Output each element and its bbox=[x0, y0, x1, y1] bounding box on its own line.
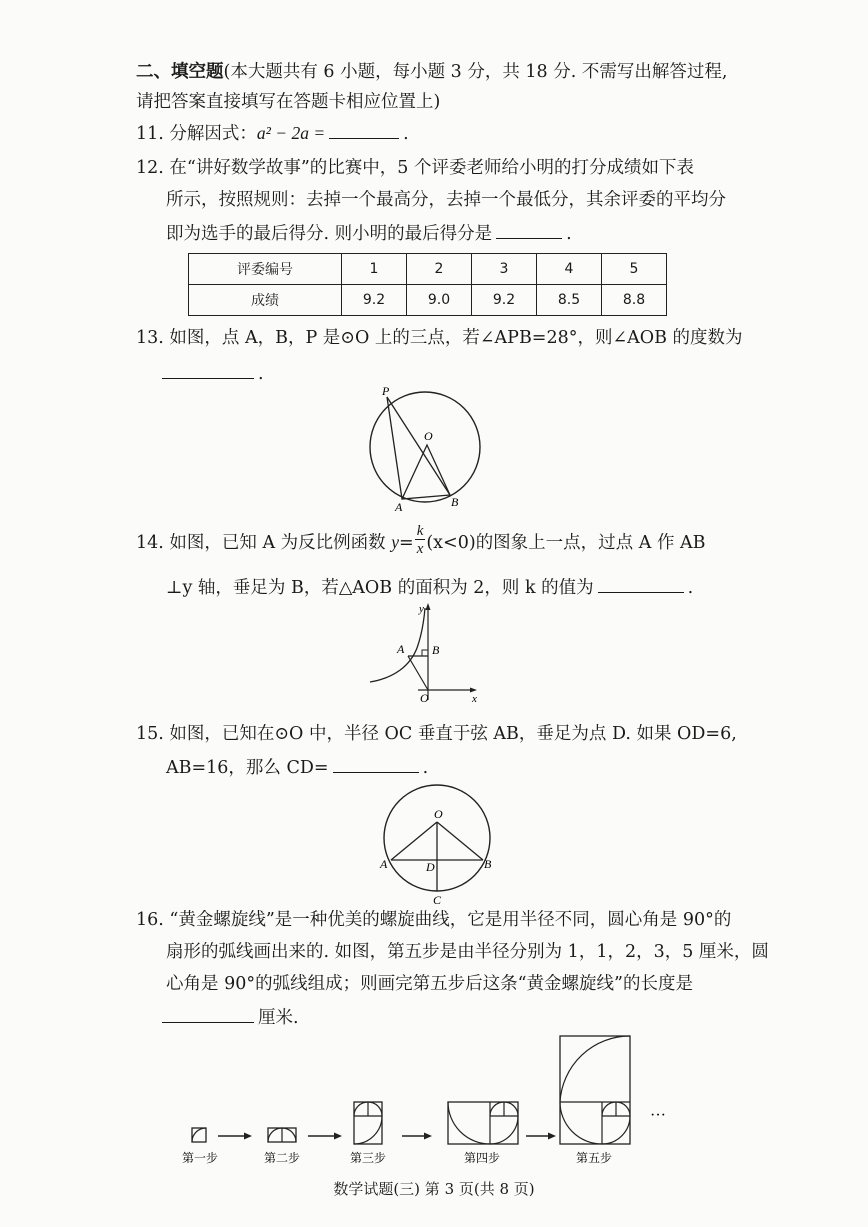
q13-circle-figure bbox=[360, 385, 490, 515]
q14-x-arrow bbox=[470, 688, 477, 693]
section-instructions-2: 请把答案直接填写在答题卡相应位置上) bbox=[136, 92, 441, 112]
q14-frac-numerator: k bbox=[416, 523, 424, 539]
q14-fraction bbox=[415, 522, 426, 557]
q14-y: y bbox=[391, 532, 400, 552]
score-cell: 8.8 bbox=[602, 285, 667, 316]
q14-frac-denominator: x bbox=[416, 541, 424, 557]
q14-prefix: 14. 如图，已知 A 为反比例函数 bbox=[136, 533, 392, 553]
q14-answer-blank[interactable] bbox=[598, 574, 684, 593]
q13-line-1: 13. 如图，点 A，B，P 是⊙O 上的三点，若∠APB=28°，则∠AOB 的度数为 bbox=[136, 328, 743, 348]
q13-radii bbox=[402, 445, 450, 499]
q16-line-3: 心角是 90°的弧线组成；则画完第五步后这条“黄金螺旋线”的长度是 bbox=[166, 974, 693, 994]
q12-end: . bbox=[566, 224, 572, 244]
q14-line-2 bbox=[166, 574, 693, 600]
q15-label-d: D bbox=[426, 860, 435, 874]
judge-cell: 3 bbox=[472, 254, 537, 285]
judge-cell: 1 bbox=[342, 254, 407, 285]
spiral-step-5 bbox=[560, 1036, 630, 1144]
q14-line-1 bbox=[136, 523, 706, 557]
table-row bbox=[189, 285, 667, 316]
q15-line-2-text: AB=16，那么 CD= bbox=[166, 758, 329, 778]
spiral-step-1 bbox=[192, 1128, 206, 1142]
q15-circle-figure bbox=[370, 778, 500, 908]
score-table bbox=[188, 253, 667, 316]
q14-label-y: y bbox=[419, 603, 424, 615]
q15-label-o: O bbox=[434, 807, 443, 821]
q13-label-b: B bbox=[451, 495, 459, 509]
q14-label-x: x bbox=[472, 693, 477, 705]
q16-ellipsis: ··· bbox=[650, 1107, 666, 1124]
q14-graph-figure bbox=[362, 600, 488, 708]
arrow-2 bbox=[308, 1133, 342, 1140]
q13-label-a: A bbox=[395, 500, 403, 514]
q14-label-b: B bbox=[432, 643, 440, 657]
q15-line-1: 15. 如图，已知在⊙O 中，半径 OC 垂直于弦 AB，垂足为点 D. 如果 OD=6, bbox=[136, 724, 737, 744]
q16-answer-blank[interactable] bbox=[162, 1004, 254, 1023]
judge-cell: 4 bbox=[537, 254, 602, 285]
q14-label-a: A bbox=[397, 642, 405, 656]
step-label: 第五步 bbox=[576, 1151, 613, 1165]
judge-cell: 5 bbox=[602, 254, 667, 285]
q16-line-4-end: 厘米. bbox=[258, 1008, 299, 1028]
q14-right-angle-mark bbox=[422, 650, 428, 656]
arrow-4 bbox=[526, 1133, 556, 1140]
q13-line-2 bbox=[162, 360, 264, 386]
spiral-step-2 bbox=[268, 1128, 296, 1142]
q14-y-arrow bbox=[426, 603, 431, 610]
q13-answer-blank[interactable] bbox=[162, 360, 254, 379]
row-header-judge: 评委编号 bbox=[189, 254, 342, 285]
step-label: 第三步 bbox=[350, 1151, 387, 1165]
q11-end: . bbox=[403, 124, 409, 144]
q16-spiral-figure bbox=[170, 1034, 690, 1168]
section-title: 二、填空题 bbox=[136, 62, 224, 82]
step-label: 第二步 bbox=[264, 1151, 301, 1165]
q14-condition: (x<0) bbox=[426, 533, 476, 553]
q13-label-p: P bbox=[382, 385, 390, 398]
spiral-step-3 bbox=[354, 1102, 382, 1144]
q14-line-2-text: ⊥y 轴，垂足为 B，若△AOB 的面积为 2，则 k 的值为 bbox=[166, 578, 594, 598]
arrow-3 bbox=[402, 1133, 432, 1140]
spiral-step-4 bbox=[448, 1102, 518, 1144]
score-cell: 9.0 bbox=[407, 285, 472, 316]
arrow-1 bbox=[218, 1133, 252, 1140]
q14-rest: 的图象上一点，过点 A 作 AB bbox=[475, 533, 706, 553]
q15-label-c: C bbox=[433, 893, 442, 907]
q15-line-2 bbox=[166, 754, 428, 780]
q12-line-2: 所示，按照规则：去掉一个最高分，去掉一个最低分，其余评委的平均分 bbox=[166, 190, 726, 210]
q13-circle bbox=[370, 392, 480, 502]
step-label: 第一步 bbox=[182, 1151, 219, 1165]
q16-line-4 bbox=[162, 1004, 299, 1030]
q14-label-o: O bbox=[420, 691, 429, 705]
question-11 bbox=[136, 120, 409, 146]
q13-end: . bbox=[258, 364, 264, 384]
section-instructions-1: (本大题共有 6 小题，每小题 3 分，共 18 分. 不需写出解答过程, bbox=[223, 62, 728, 82]
q12-line-3 bbox=[166, 220, 572, 246]
q14-eq: = bbox=[399, 533, 414, 553]
q11-answer-blank[interactable] bbox=[329, 120, 399, 139]
q12-line-3-text: 即为选手的最后得分. 则小明的最后得分是 bbox=[166, 224, 493, 244]
q15-label-b: B bbox=[484, 857, 492, 871]
page-footer: 数学试题(三) 第 3 页(共 8 页) bbox=[333, 1180, 535, 1198]
q12-answer-blank[interactable] bbox=[496, 220, 562, 239]
q13-chord-pb bbox=[387, 397, 450, 495]
q12-line-1: 12. 在“讲好数学故事”的比赛中，5 个评委老师给小明的打分成绩如下表 bbox=[136, 158, 694, 178]
q14-segment-ao bbox=[408, 656, 428, 690]
section-header bbox=[136, 60, 727, 84]
q15-end: . bbox=[422, 758, 429, 778]
score-cell: 8.5 bbox=[537, 285, 602, 316]
q11-expression: a² − 2a = bbox=[256, 123, 326, 143]
q15-radius-oa bbox=[391, 822, 437, 860]
q11-prefix: 11. 分解因式： bbox=[136, 124, 257, 144]
q15-radius-ob bbox=[437, 822, 483, 860]
score-cell: 9.2 bbox=[342, 285, 407, 316]
step-label: 第四步 bbox=[464, 1151, 501, 1165]
q13-label-o: O bbox=[424, 429, 433, 443]
judge-cell: 2 bbox=[407, 254, 472, 285]
q16-line-1: 16. “黄金螺旋线”是一种优美的螺旋曲线，它是用半径不同，圆心角是 90°的 bbox=[136, 910, 732, 930]
row-header-score: 成绩 bbox=[189, 285, 342, 316]
q14-end: . bbox=[687, 578, 694, 598]
q16-line-2: 扇形的弧线画出来的. 如图，第五步是由半径分别为 1，1，2，3，5 厘米，圆 bbox=[166, 942, 769, 962]
q15-label-a: A bbox=[380, 857, 388, 871]
score-cell: 9.2 bbox=[472, 285, 537, 316]
q15-answer-blank[interactable] bbox=[333, 754, 419, 773]
table-row bbox=[189, 254, 667, 285]
